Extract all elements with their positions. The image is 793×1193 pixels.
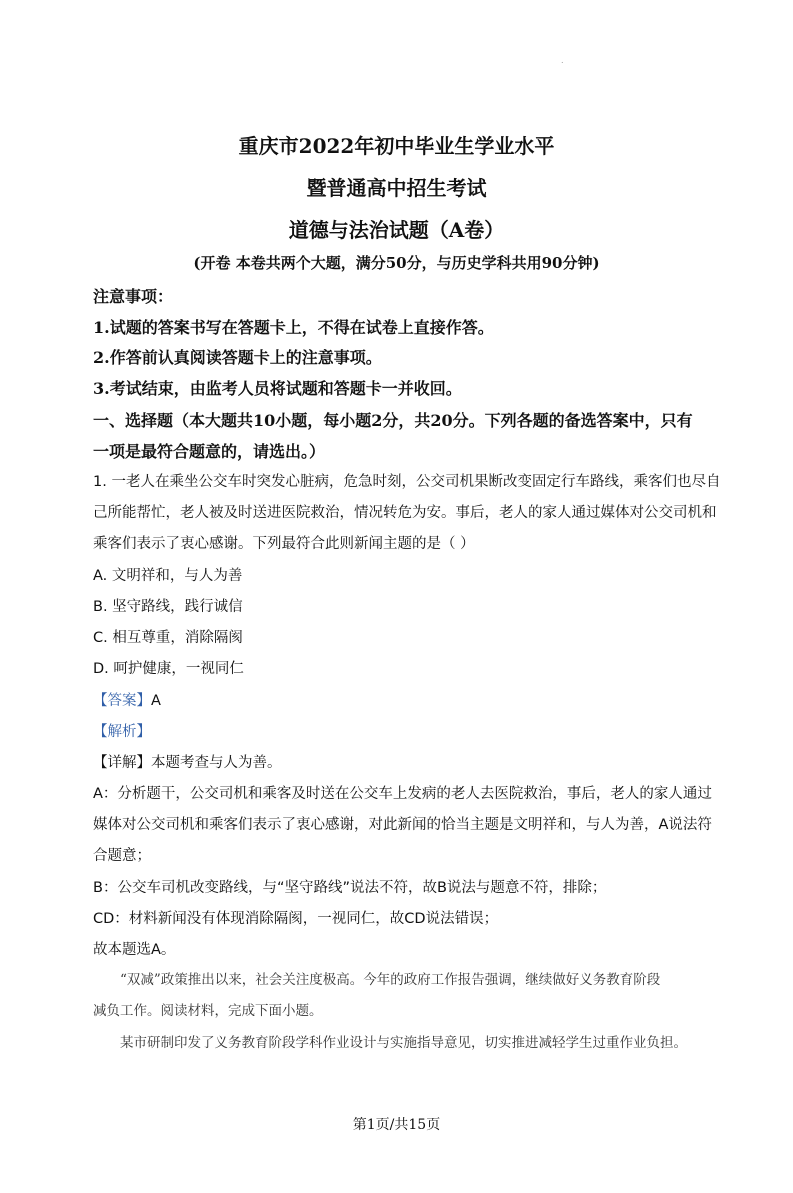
detail-line xyxy=(93,751,282,772)
material-para1-line2: 减负工作。阅读材料，完成下面小题。 xyxy=(93,1003,323,1019)
material-para1-line1: “双减”政策推出以来，社会关注度极高。今年的政府工作报告强调，继续做好义务教育阶段 xyxy=(120,972,661,988)
notice-heading: 注意事项： xyxy=(93,287,174,306)
answer-label: 【答案】 xyxy=(93,693,151,709)
notice-item-3: 3.考试结束，由监考人员将试题和答题卡一并收回。 xyxy=(93,379,462,398)
corner-mark: . xyxy=(561,56,564,65)
question-stem-line3: 乘客们表示了衷心感谢。下列最符合此则新闻主题的是（ ） xyxy=(93,536,475,552)
exam-title-line3: 道德与法治试题（A卷） xyxy=(288,218,505,242)
exam-title-line2: 暨普通高中招生考试 xyxy=(306,176,487,200)
page-footer: 第1页/共15页 xyxy=(352,1117,441,1133)
analysis-label: 【解析】 xyxy=(93,724,151,740)
option-b: B. 坚守路线，践行诚信 xyxy=(93,599,243,615)
answer-line xyxy=(93,689,161,710)
material-para2-line1: 某市研制印发了义务教育阶段学科作业设计与实施指导意见，切实推进减轻学生过重作业负担。 xyxy=(120,1035,687,1051)
answer-value: A xyxy=(151,693,161,709)
question-stem-line2: 己所能帮忙，老人被及时送进医院救治，情况转危为安。事后，老人的家人通过媒体对公交司机和 xyxy=(93,505,717,521)
explain-a-line2: 媒体对公交司机和乘客们表示了衷心感谢，对此新闻的恰当主题是文明祥和，与人为善，A说法符 xyxy=(93,817,712,833)
section-heading-line2: 一项是最符合题意的，请选出。） xyxy=(93,442,326,461)
notice-item-2: 2.作答前认真阅读答题卡上的注意事项。 xyxy=(93,348,382,367)
explain-a-line1: A：分析题干，公交司机和乘客及时送在公交车上发病的老人去医院救治，事后，老人的家人通过 xyxy=(93,786,712,802)
exam-info: (开卷 本卷共两个大题，满分50分，与历史学科共用90分钟) xyxy=(193,254,600,272)
question-stem-line1: 1. 一老人在乘坐公交车时突发心脏病，危急时刻，公交司机果断改变固定行车路线，乘客们也尽自 xyxy=(93,474,721,490)
option-c: C. 相互尊重，消除隔阂 xyxy=(93,630,243,646)
exam-title-line1: 重庆市2022年初中毕业生学业水平 xyxy=(238,134,555,158)
option-a: A. 文明祥和，与人为善 xyxy=(93,568,243,584)
section-heading-line1: 一、选择题（本大题共10小题，每小题2分，共20分。下列各题的备选答案中，只有 xyxy=(93,411,693,430)
option-d: D. 呵护健康，一视同仁 xyxy=(93,661,244,677)
detail-text: 本题考查与人为善。 xyxy=(151,755,282,771)
notice-item-1: 1.试题的答案书写在答题卡上，不得在试卷上直接作答。 xyxy=(93,318,494,337)
conclusion: 故本题选A。 xyxy=(93,942,176,958)
explain-a-line3: 合题意； xyxy=(93,848,151,864)
detail-label: 【详解】 xyxy=(93,755,151,771)
explain-cd: CD：材料新闻没有体现消除隔阂，一视同仁，故CD说法错误； xyxy=(93,911,499,927)
explain-b: B：公交车司机改变路线，与“坚守路线”说法不符，故B说法与题意不符，排除； xyxy=(93,880,607,896)
